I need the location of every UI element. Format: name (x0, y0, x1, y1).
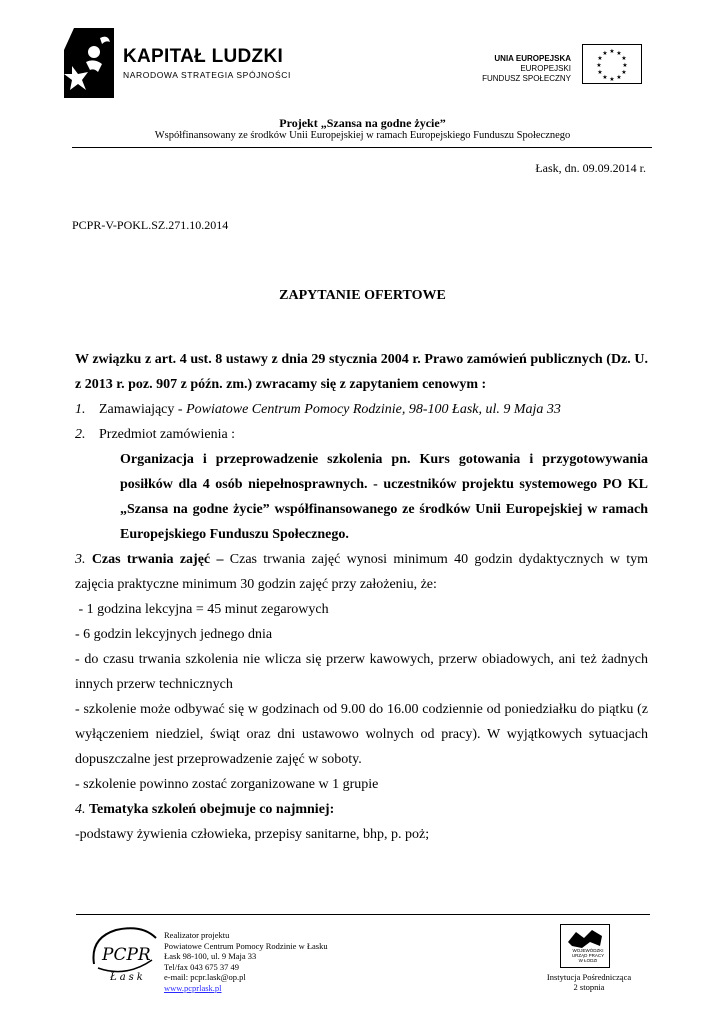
item-2-description: Organizacja i przeprowadzenie szkolenia pn. Kurs gotowania i przygotowywania posiłków dla 4 osób niepełnosprawnych. - uczestników projektu systemowego PO KL „Szansa na godne życie” współfinansowanego ze środków Unii Europejskiej w ramach Europejskiego Funduszu Społecznego. (120, 452, 648, 542)
pcpr-logo (86, 924, 162, 986)
item-3-line: - szkolenie może odbywać się w godzinach od 9.00 do 16.00 codziennie od poniedziałku do piątku (z wyłączeniem niedziel, świąt oraz dni ustawowo wolnych od pracy). W wyjątkowych sytuacjach dopuszczalne jest przeprowadzenie zajęć w soboty. (75, 702, 648, 767)
svg-text:★: ★ (616, 74, 622, 81)
item-4 (75, 797, 648, 822)
item-3 (75, 547, 648, 597)
eu-text-block (482, 54, 571, 84)
item-3-line: - 6 godzin lekcyjnych jednego dnia (75, 627, 273, 642)
item-3-number: 3. (75, 552, 86, 567)
svg-text:★: ★ (597, 69, 603, 76)
footer-addr-line: Tel/fax 043 675 37 49 (164, 961, 239, 972)
ue-line-1: UNIA EUROPEJSKA (494, 54, 571, 63)
kapital-ludzki-subtitle: NARODOWA STRATEGIA SPÓJNOŚCI (123, 70, 291, 80)
svg-text:★: ★ (597, 55, 603, 62)
wup-caption-line: 2 stopnia (573, 982, 605, 992)
wup-label-line: WOJEWÓDZKI (572, 948, 604, 953)
document-date: Łask, dn. 09.09.2014 r. (535, 161, 646, 175)
item-3-label: Czas trwania zajęć – (91, 552, 224, 567)
item-1-number: 1. (75, 402, 86, 417)
wup-label-line: W ŁODZI (578, 958, 598, 963)
footer-address (164, 930, 328, 993)
svg-text:★: ★ (609, 48, 615, 55)
wup-label (550, 948, 626, 963)
wup-caption-line: Instytucja Pośrednicząca (546, 972, 632, 982)
item-3-line: - do czasu trwania szkolenia nie wlicza się przerw kawowych, przerw obiadowych, ani też żadnych innych przerw technicznych (75, 652, 648, 692)
item-2-number: 2. (75, 427, 86, 442)
svg-text:★: ★ (621, 55, 627, 62)
item-2 (75, 422, 648, 447)
eu-flag-icon (582, 44, 642, 84)
pcpr-logo-subtext: Łask (110, 972, 146, 983)
footer-addr-line: e-mail: pcpr.lask@op.pl (164, 972, 246, 982)
document-reference: PCPR-V-POKL.SZ.271.10.2014 (72, 218, 229, 232)
footer-addr-line: Łask 98-100, ul. 9 Maja 33 (164, 951, 257, 961)
wup-caption (546, 972, 632, 992)
footer-website-link[interactable]: www.pcprlask.pl (164, 982, 222, 993)
svg-text:★: ★ (616, 50, 622, 57)
pcpr-logo-text: PCPR (102, 945, 151, 965)
footer-divider (76, 914, 650, 915)
item-1 (75, 397, 648, 422)
document-title: ZAPYTANIE OFERTOWE (279, 288, 446, 303)
item-3-text: Czas trwania zajęć wynosi minimum 40 godzin dydaktycznych w tym zajęcia praktyczne minimum 30 godzin zajęć przy założeniu, że: (75, 552, 649, 592)
item-2-label: Przedmiot zamówienia : (99, 427, 236, 442)
intro-paragraph: W związku z art. 4 ust. 8 ustawy z dnia 29 stycznia 2004 r. Prawo zamówień publicznych (Dz. U. z 2013 r. poz. 907 z późn. zm.) zwracamy się z zapytaniem cenowym : (75, 352, 648, 392)
ue-line-2: EUROPEJSKI (520, 64, 571, 73)
item-3-line: - szkolenie powinno zostać zorganizowane w 1 grupie (75, 777, 379, 792)
footer-addr-line: Realizator projektu (164, 930, 230, 940)
wup-label-line: URZĄD PRACY (571, 953, 605, 958)
item-1-label: Zamawiający - (99, 402, 183, 417)
svg-text:★: ★ (621, 69, 627, 76)
svg-text:★: ★ (602, 74, 608, 81)
svg-text:★: ★ (609, 76, 615, 83)
item-4-line: -podstawy żywienia człowieka, przepisy sanitarne, bhp, p. poż; (75, 827, 430, 842)
item-1-value: Powiatowe Centrum Pomocy Rodzinie, 98-100 Łask, ul. 9 Maja 33 (186, 402, 561, 417)
svg-text:★: ★ (602, 50, 608, 57)
item-4-number: 4. (75, 802, 86, 817)
project-title: Projekt „Szansa na godne życie” (279, 116, 446, 130)
footer-addr-line: Powiatowe Centrum Pomocy Rodzinie w Łasku (164, 940, 328, 951)
project-subtitle: Współfinansowany ze środków Unii Europejskiej w ramach Europejskiego Funduszu Społecznego (154, 130, 571, 141)
header-divider (72, 147, 652, 148)
ue-line-3: FUNDUSZ SPOŁECZNY (482, 74, 571, 83)
kapital-ludzki-logo (64, 28, 114, 98)
kapital-ludzki-title: KAPITAŁ LUDZKI (123, 46, 284, 67)
document-body (75, 347, 648, 847)
svg-text:★: ★ (596, 62, 602, 69)
svg-text:★: ★ (622, 62, 628, 69)
item-3-line: - 1 godzina lekcyjna = 45 minut zegarowych (75, 602, 329, 617)
item-4-label: Tematyka szkoleń obejmuje co najmniej: (89, 802, 335, 817)
